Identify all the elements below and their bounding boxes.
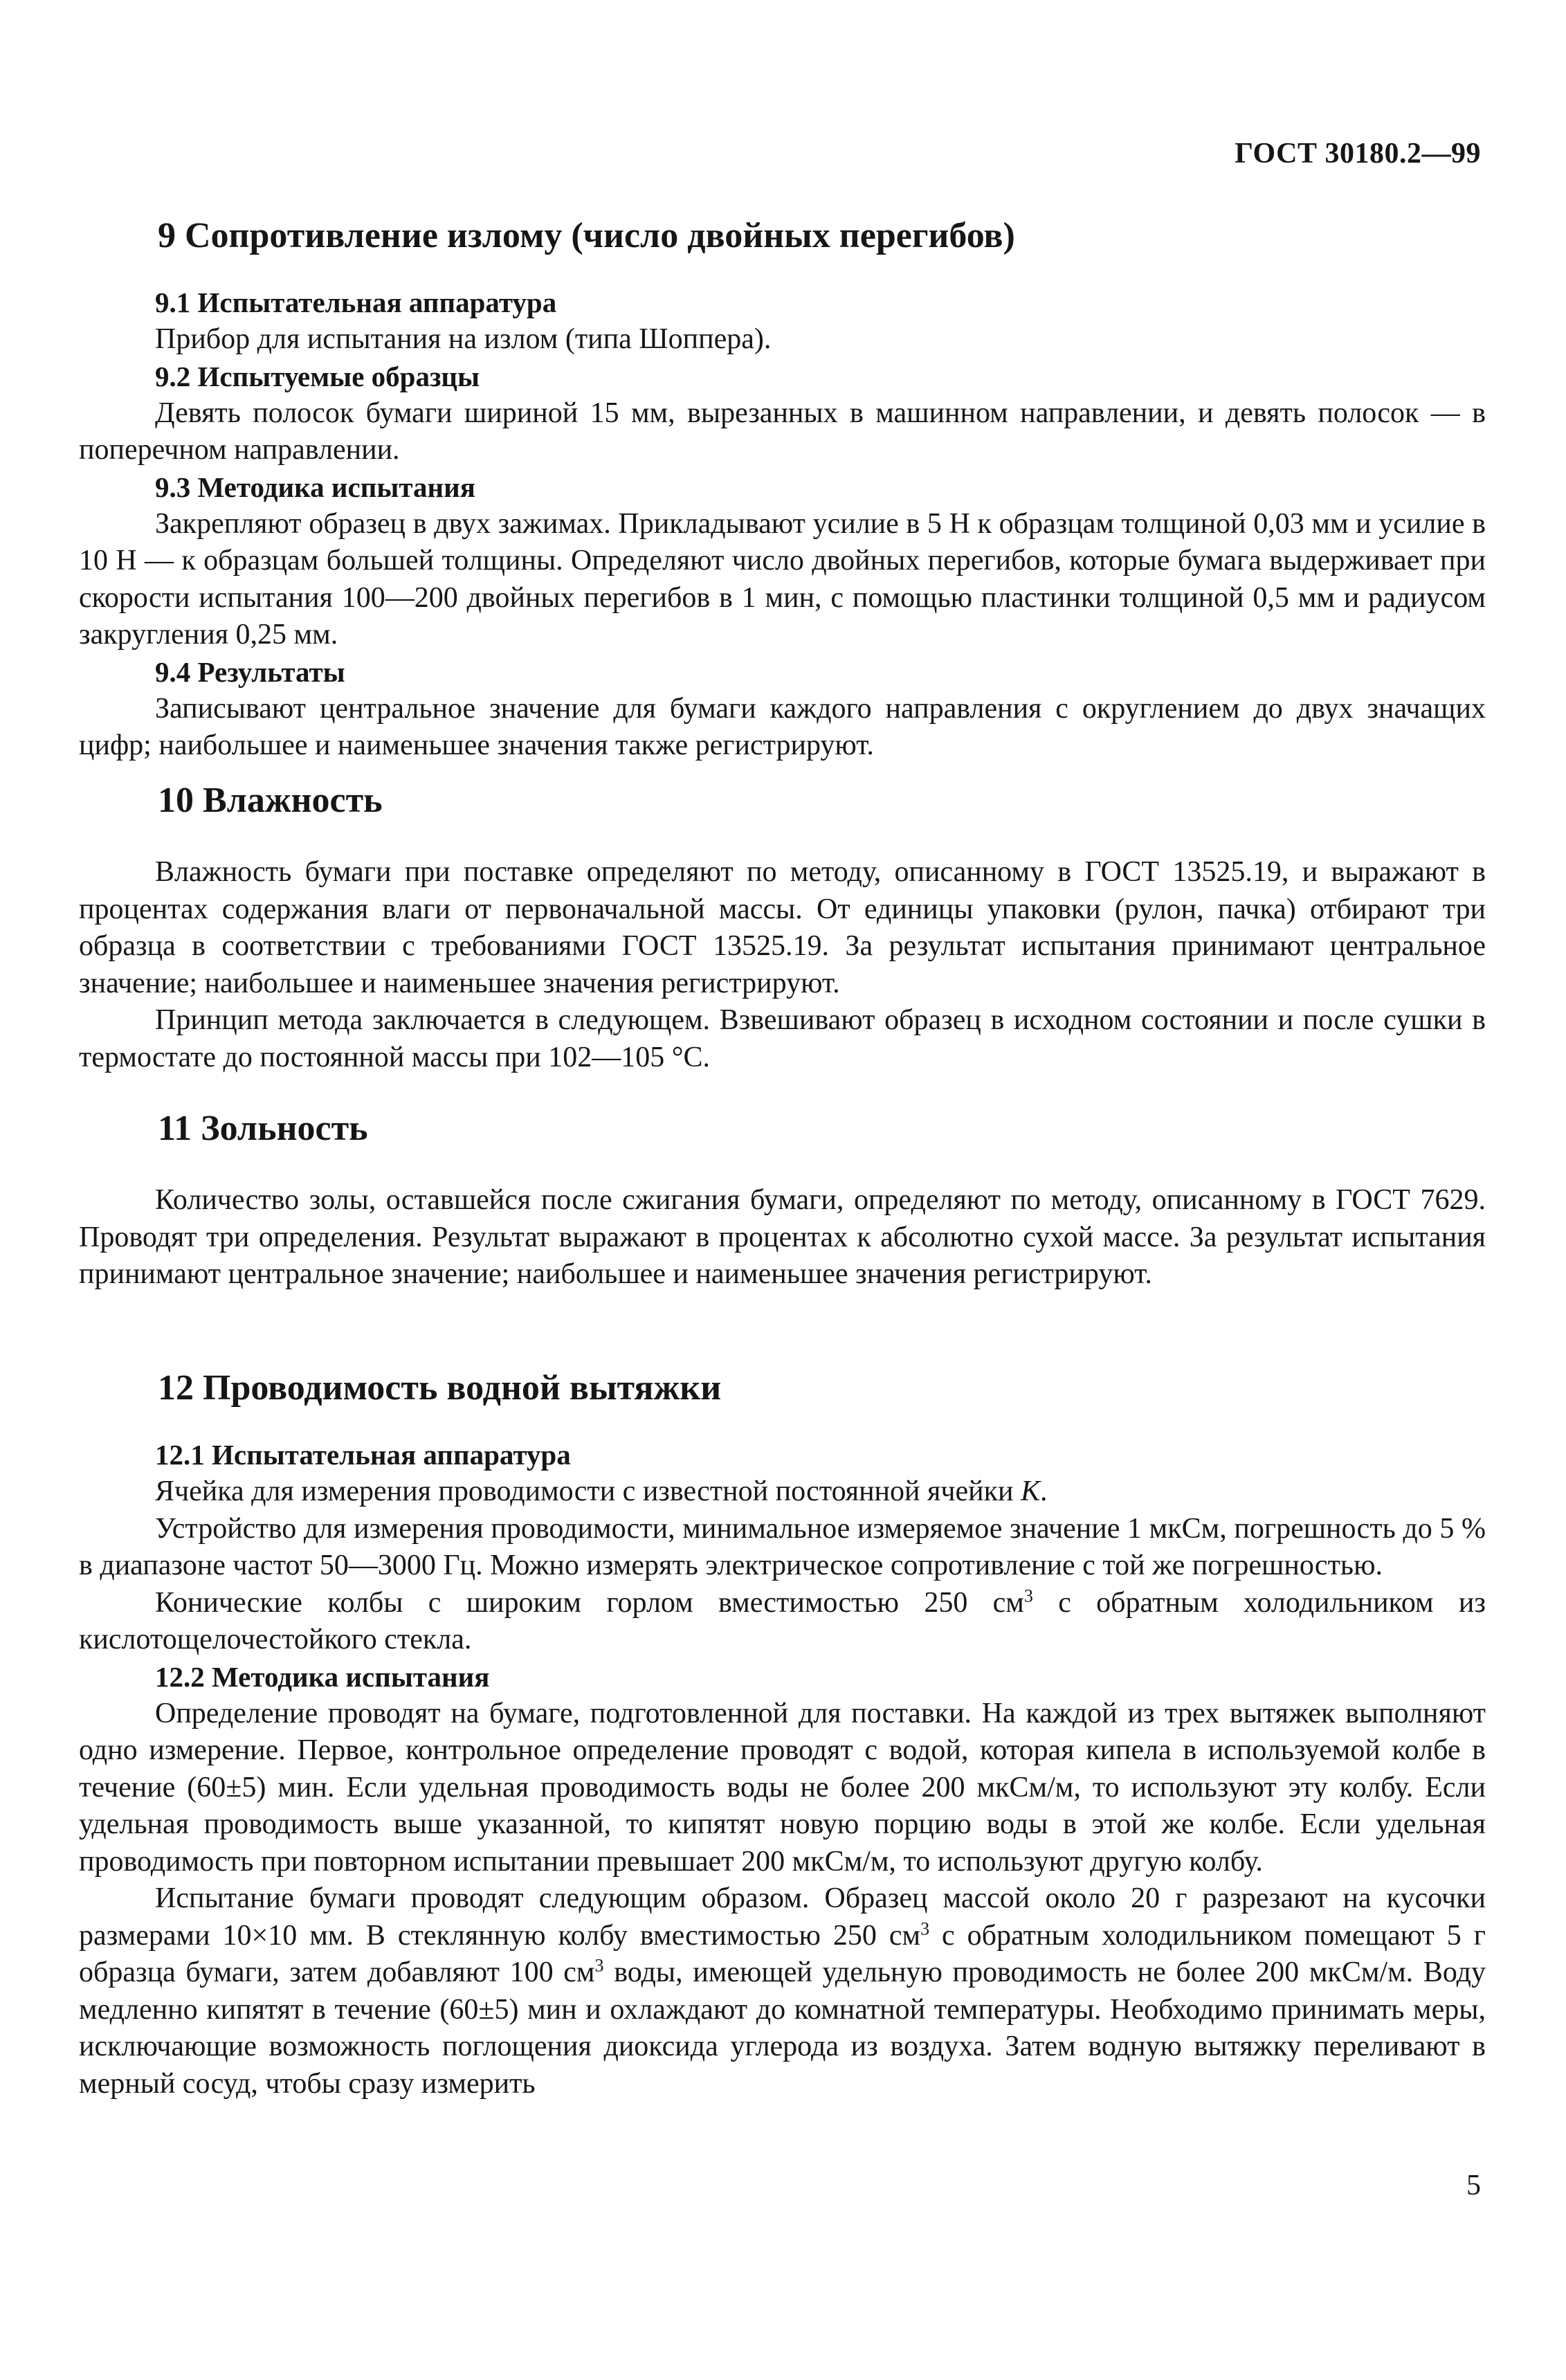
paragraph: Девять полосок бумаги шириной 15 мм, вырезанных в машинном направлении, и девять полосок — в поперечном направлении. [79, 397, 1486, 466]
subsection-12-1-title: 12.1 Испытательная аппаратура [155, 1439, 571, 1471]
subsection-9-4-title: 9.4 Результаты [155, 655, 345, 688]
text-run: Конические колбы с широким горлом вместимостью 250 см [155, 1586, 1024, 1619]
subsection-9-2-title: 9.2 Испытуемые образцы [155, 360, 480, 392]
section-9-body [79, 284, 1486, 765]
paragraph: Определение проводят на бумаге, подготовленной для поставки. На каждой из трех вытяжек выполняют одно измерение. Первое, контрольное определение проводят с водой, которая кипела в используемой колбе в течение (60±5) мин. Если удельная проводимость воды не более 200 мкСм/м, то используют эту колбу. Если удельная проводимость выше указанной, то кипятят новую порцию воды в этой же колбе. Если удельная проводимость при повторном испытании превышает 200 мкСм/м, то используют другую колбу. [79, 1697, 1486, 1878]
paragraph: Принцип метода заключается в следующем. Взвешивают образец в исходном состоянии и после сушки в термостате до постоянной массы при 102—105 °С. [79, 1004, 1486, 1073]
text-run: воды, имеющей удельную проводимость не более 200 мкСм/м. Воду медленно кипятят в течение (60±5) мин и охлаждают до комнатной температуры. Необходимо принимать меры, исключающие возможность поглощения диоксида углерода из воздуха. Затем водную вытяжку переливают в мерный сосуд, чтобы сразу измерить [79, 1956, 1486, 2100]
text-run: Испытание бумаги проводят следующим образом. Образец массой около 20 г разрезают на кусочки размерами 10×10 мм. В стеклянную колбу вместимостью 250 см [79, 1882, 1486, 1952]
superscript: 3 [594, 1955, 604, 1976]
paragraph: Записывают центральное значение для бумаги каждого направления с округлением до двух значащих цифр; наибольшее и наименьшее значения также регистрируют. [79, 692, 1486, 761]
paragraph: Влажность бумаги при поставке определяют по методу, описанному в ГОСТ 13525.19, и выражают в процентах содержания влаги от первоначальной массы. От единицы упаковки (рулон, пачка) отбирают три образца в соответствии с требованиями ГОСТ 13525.19. За результат испытания принимают центральное значение; наибольшее и наименьшее значения регистрируют. [79, 856, 1486, 999]
constant-symbol: K [1020, 1475, 1040, 1507]
paragraph: Прибор для испытания на излом (типа Шоппера). [155, 323, 772, 355]
subsection-9-1-title: 9.1 Испытательная аппаратура [155, 287, 557, 318]
text-run: Ячейка для измерения проводимости с известной постоянной ячейки [155, 1475, 1021, 1507]
section-10-title: 10 Влажность [158, 781, 383, 820]
section-9-title: 9 Сопротивление излому (число двойных перегибов) [158, 216, 1015, 255]
text-run: . [1039, 1475, 1048, 1507]
section-10-body [79, 854, 1486, 1076]
section-11-body [79, 1182, 1486, 1293]
paragraph [79, 1585, 1486, 1659]
text-run: с обратным холодильником помещают 5 г образца бумаги, затем добавляют 100 см [79, 1919, 1486, 1988]
paragraph [79, 1880, 1486, 2102]
subsection-12-2-title: 12.2 Методика испытания [155, 1660, 490, 1693]
paragraph: Устройство для измерения проводимости, минимальное измеряемое значение 1 мкСм, погрешность до 5 % в диапазоне частот 50—3000 Гц. Можно измерять электрическое сопротивление с той же погрешностью. [79, 1512, 1486, 1581]
paragraph: Закрепляют образец в двух зажимах. Прикладывают усилие в 5 Н к образцам толщиной 0,03 мм и усилие в 10 Н — к образцам большей толщины. Определяют число двойных перегибов, которые бумага выдерживает при скорости испытания 100—200 двойных перегибов в 1 мин, с помощью пластинки толщиной 0,5 мм и радиусом закругления 0,25 мм. [79, 507, 1486, 651]
section-12-body [79, 1437, 1486, 2102]
subsection-9-3-title: 9.3 Методика испытания [155, 471, 475, 503]
paragraph: Количество золы, оставшейся после сжигания бумаги, определяют по методу, описанному в ГОСТ 7629. Проводят три определения. Результат выражают в процентах к абсолютно сухой массе. За результат испытания принимают центральное значение; наибольшее и наименьшее значения регистрируют. [79, 1184, 1486, 1290]
paragraph [79, 1473, 1486, 1511]
page-number: 5 [1466, 2170, 1481, 2201]
superscript: 3 [1023, 1586, 1033, 1606]
section-12-title: 12 Проводимость водной вытяжки [158, 1368, 722, 1408]
text-run: с обратным холодильником из кислотощелочестойкого стекла. [79, 1586, 1486, 1655]
section-11-title: 11 Зольность [158, 1109, 368, 1148]
document-code: ГОСТ 30180.2—99 [1235, 138, 1481, 170]
superscript: 3 [920, 1918, 930, 1939]
